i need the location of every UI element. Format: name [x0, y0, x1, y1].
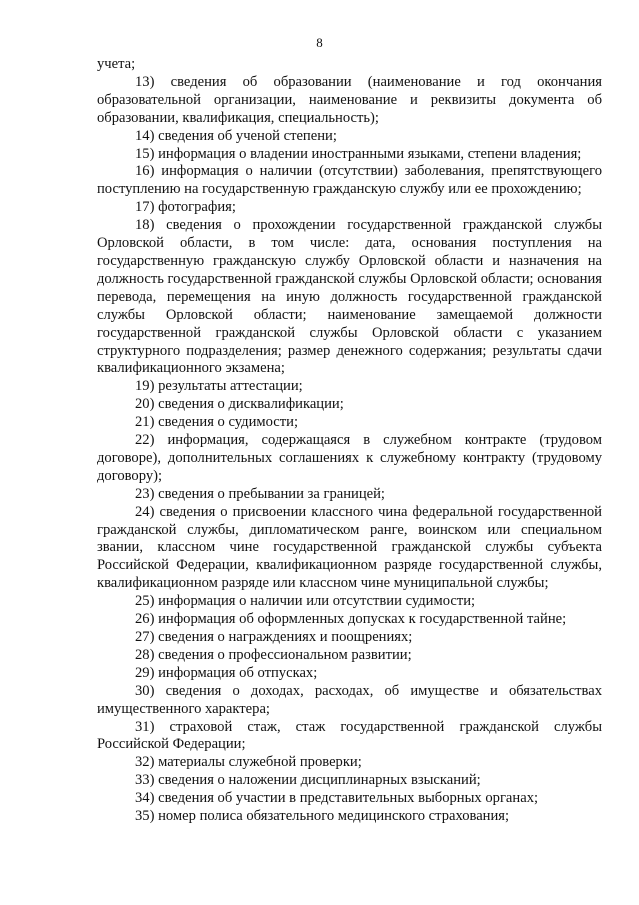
list-item: 17) фотография; [135, 199, 236, 216]
list-item: 25) информация о наличии или отсутствии судимости; [135, 593, 476, 610]
list-item: 30) сведения о доходах, расходах, об имуществе и обязательствах имущественного характера; [97, 682, 602, 717]
list-item: 33) сведения о наложении дисциплинарных взысканий; [135, 772, 481, 789]
paragraph-continuation: учета; [97, 56, 136, 72]
list-item: 31) страховой стаж, стаж государственной гражданской службы Российской Федерации; [97, 718, 602, 753]
list-item: 23) сведения о пребывании за границей; [135, 485, 385, 502]
list-item: 29) информация об отпусках; [135, 664, 318, 681]
list-item: 19) результаты аттестации; [135, 378, 303, 395]
list-item: 18) сведения о прохождении государственной гражданской службы Орловской области, в том числе: дата, основания поступления на государственную гражданскую службу Орловской области и назначения на должность государственной гражданской службы Орловской области; основания перевода, перемещения на иную должность государственной гражданской службы Орловской области; наименование замещаемой должности государственной гражданской службы Орловской области с указанием структурного подразделения; размер денежного содержания; результаты сдачи квалификационного экзамена; [97, 217, 602, 377]
list-item: 22) информация, содержащаяся в служебном контракте (трудовом договоре), дополнительных соглашениях к служебному контракту (трудовому договору); [97, 432, 602, 484]
document-body [97, 56, 602, 826]
list-item: 34) сведения об участии в представительных выборных органах; [135, 790, 539, 807]
list-item: 24) сведения о присвоении классного чина федеральной государственной гражданской службы, дипломатическом ранге, воинском или специальном звании, классном чине государственной гражданской службы субъекта Российской Федерации, квалификационном разряде государственной службы, квалификационном разряде или классном чине муниципальной службы; [97, 503, 602, 592]
list-item: 21) сведения о судимости; [135, 414, 299, 431]
list-item: 14) сведения об ученой степени; [135, 127, 337, 144]
list-item: 26) информация об оформленных допусках к государственной тайне; [135, 611, 567, 628]
list-item: 20) сведения о дисквалификации; [135, 396, 344, 413]
list-item: 27) сведения о награждениях и поощрениях; [135, 629, 413, 645]
list-item: 13) сведения об образовании (наименование и год окончания образовательной организации, наименование и реквизиты документа об образовании, квалификация, специальность); [97, 73, 602, 126]
list-item: 16) информация о наличии (отсутствии) заболевания, препятствующего поступлению на государственную гражданскую службу или ее прохождению; [97, 163, 602, 198]
list-item: 35) номер полиса обязательного медицинского страхования; [135, 808, 510, 825]
page-number: 8 [316, 35, 323, 50]
list-item: 28) сведения о профессиональном развитии; [135, 646, 412, 663]
list-item: 32) материалы служебной проверки; [135, 754, 362, 771]
list-item: 15) информация о владении иностранными языками, степени владения; [135, 145, 582, 162]
